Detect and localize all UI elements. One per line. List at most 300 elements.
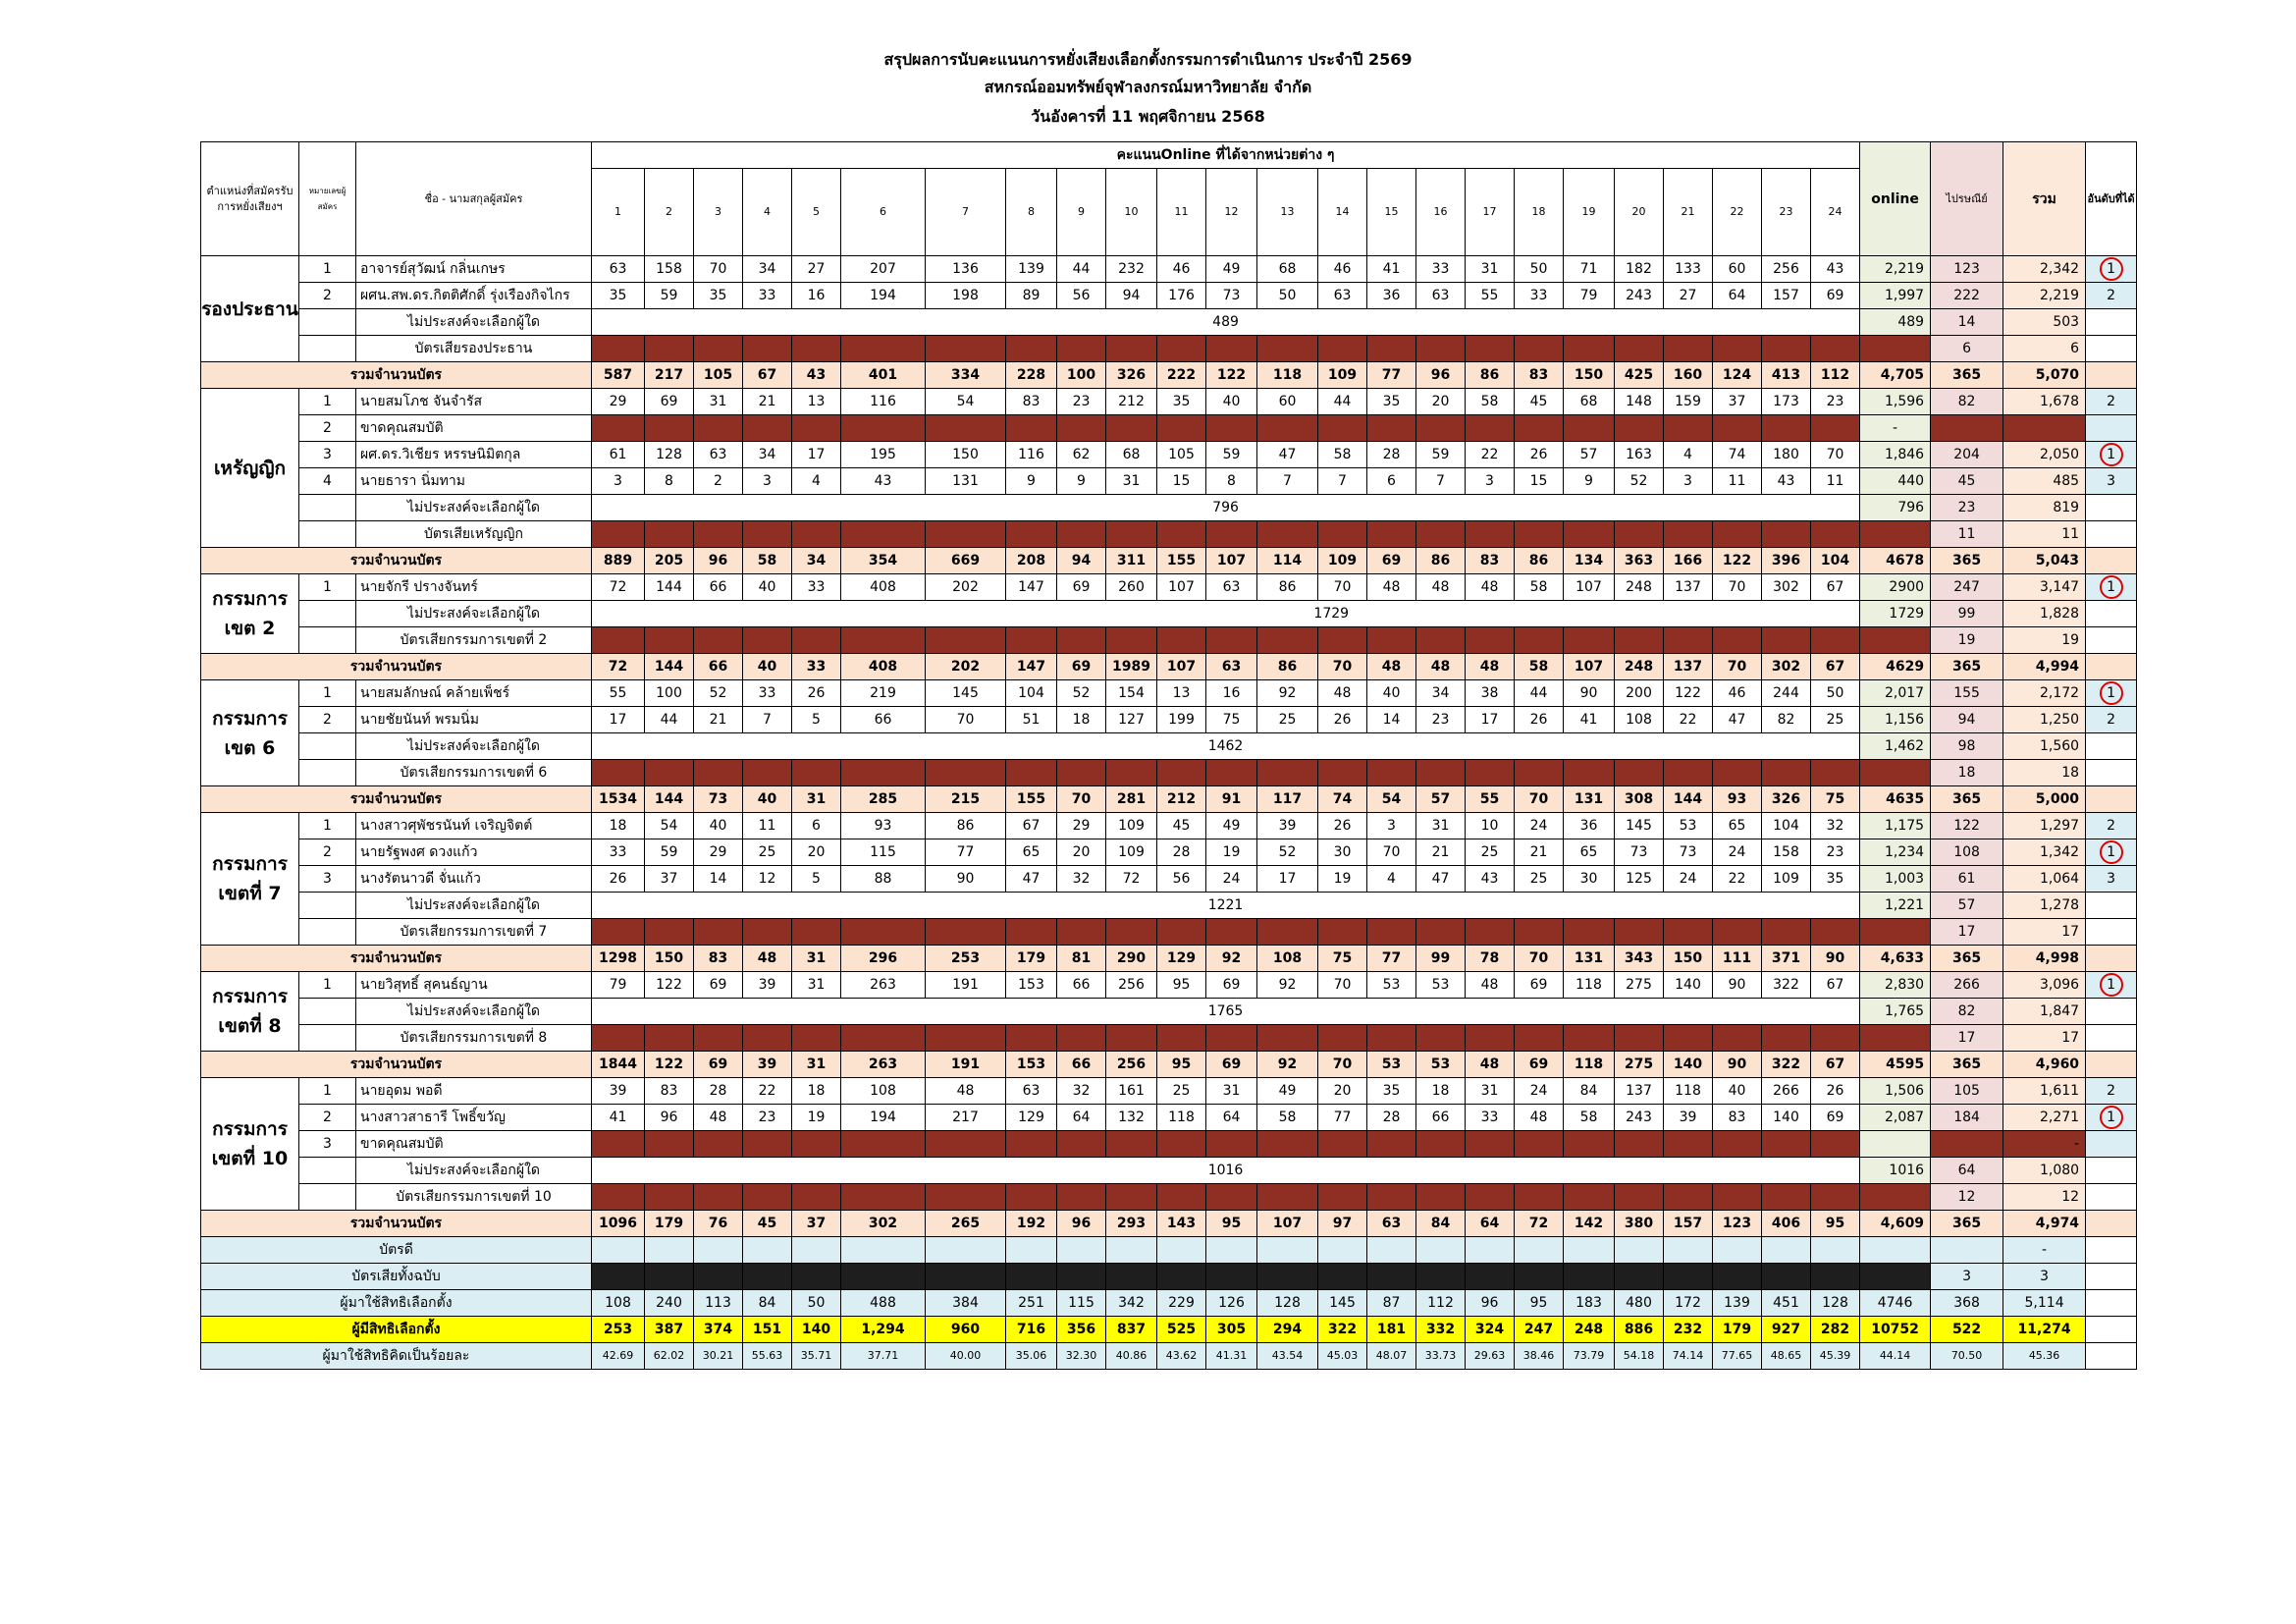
online-score: 1,234: [1860, 839, 1931, 866]
blank-cell: [1466, 1237, 1515, 1264]
unit-score: 115: [841, 839, 926, 866]
brown-cell: [1811, 415, 1860, 442]
sum-unit: 86: [1466, 362, 1515, 389]
unit-score: 39: [1257, 813, 1318, 839]
sum-unit: 72: [592, 654, 645, 680]
brown-cell: [1257, 336, 1318, 362]
sum-rank: [2086, 362, 2137, 389]
unit-score: 37: [1713, 389, 1762, 415]
sum-unit: 144: [645, 654, 694, 680]
brown-cell: [1206, 1184, 1257, 1211]
cand-row: [201, 707, 2137, 733]
candidate-name: ผศ.ดร.วิเชียร หรรษนิมิตกุล: [356, 442, 592, 468]
candidate-name: ผศน.สพ.ดร.กิตติศักดิ์ รุ่งเรืองกิจไกร: [356, 283, 592, 309]
brown-cell: [1564, 336, 1615, 362]
eligible-unit: 1,294: [841, 1317, 926, 1343]
sum-unit: 202: [926, 654, 1006, 680]
blank-cell: [299, 1184, 356, 1211]
sum-unit: 142: [1564, 1211, 1615, 1237]
percent-total: 45.36: [2003, 1343, 2086, 1370]
blank-cell: [2086, 1290, 2137, 1317]
sum-unit: 54: [1367, 786, 1416, 813]
header-unit: 22: [1713, 169, 1762, 256]
blank-cell: [299, 495, 356, 521]
brown-cell: [926, 627, 1006, 654]
unit-score: 58: [1466, 389, 1515, 415]
unit-score: 70: [1713, 574, 1762, 601]
unit-score: 70: [1318, 972, 1367, 999]
header-unit: 10: [1106, 169, 1157, 256]
sum-unit: 155: [1157, 548, 1206, 574]
candidate-number: 1: [299, 256, 356, 283]
brown-cell: [1860, 1025, 1931, 1052]
sum-total: 5,000: [2003, 786, 2086, 813]
sum-unit: 150: [1664, 946, 1713, 972]
blank-cell: [1615, 1237, 1664, 1264]
sum-unit: 275: [1615, 1052, 1664, 1078]
brown-cell: [1157, 336, 1206, 362]
sum-unit: 222: [1157, 362, 1206, 389]
sum-unit: 1844: [592, 1052, 645, 1078]
unit-score: 35: [694, 283, 743, 309]
unit-score: 23: [1057, 389, 1106, 415]
unit-score: 31: [694, 389, 743, 415]
post-score: 94: [1931, 707, 2003, 733]
blank-cell: [1257, 1237, 1318, 1264]
sum-rank: [2086, 786, 2137, 813]
unit-score: 100: [645, 680, 694, 707]
unit-score: 28: [694, 1078, 743, 1105]
header-unit: 7: [926, 169, 1006, 256]
sum-unit: 53: [1416, 1052, 1466, 1078]
report-title: สรุปผลการนับคะแนนการหยั่งเสียงเลือกตั้งกรรมการดำเนินการ ประจำปี 2569: [883, 50, 1413, 69]
unit-score: 263: [841, 972, 926, 999]
unit-score: 64: [1713, 283, 1762, 309]
rank: 1: [2086, 839, 2137, 866]
voters-unit: 50: [792, 1290, 841, 1317]
unit-score: 25: [743, 839, 792, 866]
sum-unit: 150: [1564, 362, 1615, 389]
results-table: [200, 141, 2137, 1370]
candidate-number: 3: [299, 866, 356, 893]
percent-unit: 45.39: [1811, 1343, 1860, 1370]
brown-cell: [743, 521, 792, 548]
sum-unit: 34: [792, 548, 841, 574]
unit-score: 56: [1157, 866, 1206, 893]
sum-unit: 86: [1416, 548, 1466, 574]
brown-cell: [1416, 1184, 1466, 1211]
brown-cell: [1615, 1184, 1664, 1211]
unit-score: 52: [694, 680, 743, 707]
blank-cell: [926, 1237, 1006, 1264]
brown-cell: [841, 627, 926, 654]
unit-score: 26: [592, 866, 645, 893]
unit-score: 7: [1318, 468, 1367, 495]
header-unit: 23: [1762, 169, 1811, 256]
sum-rank: [2086, 548, 2137, 574]
header-number: หมายเลขผู้สมัคร: [299, 142, 356, 256]
sum-unit: 117: [1257, 786, 1318, 813]
online-score: 2,830: [1860, 972, 1931, 999]
sum-unit: 77: [1367, 362, 1416, 389]
blank-cell: [2086, 1343, 2137, 1370]
blank-cell: [1106, 1237, 1157, 1264]
void-all-label: บัตรเสียทั้งฉบับ: [201, 1264, 592, 1290]
unit-score: 50: [1811, 680, 1860, 707]
blank-cell: [299, 919, 356, 946]
blank-cell: [299, 601, 356, 627]
unit-score: 118: [1157, 1105, 1206, 1131]
sum-unit: 281: [1106, 786, 1157, 813]
brown-cell: [1664, 760, 1713, 786]
candidate-number: 1: [299, 389, 356, 415]
unit-score: 94: [1106, 283, 1157, 309]
sum-unit: 1298: [592, 946, 645, 972]
unit-score: 3: [592, 468, 645, 495]
unit-score: 248: [1615, 574, 1664, 601]
unit-score: 90: [926, 866, 1006, 893]
unit-score: 39: [743, 972, 792, 999]
sum-unit: 72: [1515, 1211, 1564, 1237]
brown-cell: [792, 760, 841, 786]
unit-score: 31: [1206, 1078, 1257, 1105]
sum-unit: 70: [1318, 654, 1367, 680]
sum-unit: 311: [1106, 548, 1157, 574]
unit-score: 17: [792, 442, 841, 468]
total-score: 485: [2003, 468, 2086, 495]
unit-score: 63: [694, 442, 743, 468]
brown-cell: [841, 336, 926, 362]
rank-blank: [2086, 601, 2137, 627]
unit-score: 22: [743, 1078, 792, 1105]
black-cell: [1106, 1264, 1157, 1290]
unit-score: 202: [926, 574, 1006, 601]
voters-unit: 128: [1811, 1290, 1860, 1317]
unit-score: 33: [743, 283, 792, 309]
unit-score: 161: [1106, 1078, 1157, 1105]
sum-unit: 95: [1811, 1211, 1860, 1237]
brown-cell: [1157, 1131, 1206, 1158]
brown-cell: [694, 1131, 743, 1158]
sum-unit: 107: [1564, 654, 1615, 680]
sum-label: รวมจำนวนบัตร: [201, 362, 592, 389]
cand-row: [201, 866, 2137, 893]
candidate-name: นายธารา นิ่มทาม: [356, 468, 592, 495]
blank-cell: [1157, 1237, 1206, 1264]
sum-unit: 1096: [592, 1211, 645, 1237]
candidate-name: นายรัฐพงศ ดวงแก้ว: [356, 839, 592, 866]
unit-score: 96: [645, 1105, 694, 1131]
unit-score: 44: [645, 707, 694, 733]
brown-cell: [1713, 919, 1762, 946]
brown-cell: [1006, 415, 1057, 442]
unit-score: 79: [592, 972, 645, 999]
percent-unit: 62.02: [645, 1343, 694, 1370]
unit-score: 33: [1515, 283, 1564, 309]
candidate-number: 2: [299, 839, 356, 866]
header-total: รวม: [2003, 142, 2086, 256]
unit-score: 125: [1615, 866, 1664, 893]
unit-score: 19: [1206, 839, 1257, 866]
post-score: 57: [1931, 893, 2003, 919]
unit-score: 34: [1416, 680, 1466, 707]
brown-cell: [1367, 1131, 1416, 1158]
voters-unit: 251: [1006, 1290, 1057, 1317]
void-row: [201, 336, 2137, 362]
sum-unit: 73: [694, 786, 743, 813]
brown-cell: [743, 760, 792, 786]
sum-unit: 296: [841, 946, 926, 972]
brown-cell: [1416, 521, 1466, 548]
unit-score: 70: [694, 256, 743, 283]
brown-cell: [792, 521, 841, 548]
voters-online: 4746: [1860, 1290, 1931, 1317]
eligible-unit: 151: [743, 1317, 792, 1343]
brown-cell: [1367, 1025, 1416, 1052]
sum-unit: 37: [792, 1211, 841, 1237]
rank-blank: [2086, 893, 2137, 919]
disqualified-label: ขาดคุณสมบัติ: [356, 1131, 592, 1158]
brown-cell: [1615, 760, 1664, 786]
total-score: 17: [2003, 919, 2086, 946]
unit-score: 21: [743, 389, 792, 415]
brown-cell: [1106, 1131, 1157, 1158]
brown-cell: [743, 336, 792, 362]
black-cell: [1057, 1264, 1106, 1290]
sum-unit: 109: [1318, 548, 1367, 574]
sum-unit: 212: [1157, 786, 1206, 813]
brown-cell: [592, 415, 645, 442]
header-unit: 8: [1006, 169, 1057, 256]
sum-unit: 55: [1466, 786, 1515, 813]
blank-cell: [2086, 1237, 2137, 1264]
brown-cell: [1811, 521, 1860, 548]
voters-unit: 128: [1257, 1290, 1318, 1317]
unit-score: 109: [1106, 839, 1157, 866]
brown-cell: [1367, 760, 1416, 786]
blank-cell: [1206, 1237, 1257, 1264]
unit-score: 18: [1057, 707, 1106, 733]
abstain-merged: 1729: [592, 601, 1860, 627]
percent-unit: 29.63: [1466, 1343, 1515, 1370]
blank-cell: [592, 1237, 645, 1264]
unit-score: 194: [841, 283, 926, 309]
unit-score: 5: [792, 866, 841, 893]
unit-score: 158: [645, 256, 694, 283]
voters-unit: 108: [592, 1290, 645, 1317]
sum-unit: 191: [926, 1052, 1006, 1078]
unit-score: 31: [1106, 468, 1157, 495]
eligible-unit: 387: [645, 1317, 694, 1343]
header-unit: 6: [841, 169, 926, 256]
brown-cell: [1006, 1025, 1057, 1052]
unit-score: 11: [1811, 468, 1860, 495]
unit-score: 30: [1318, 839, 1367, 866]
online-score: 1,506: [1860, 1078, 1931, 1105]
sum-unit: 64: [1466, 1211, 1515, 1237]
sum-row: [201, 1211, 2137, 1237]
sum-unit: 69: [1206, 1052, 1257, 1078]
post-score: 18: [1931, 760, 2003, 786]
abstain-label: ไม่ประสงค์จะเลือกผู้ใด: [356, 999, 592, 1025]
brown-cell: [1615, 627, 1664, 654]
brown-cell: [1860, 760, 1931, 786]
sum-unit: 95: [1157, 1052, 1206, 1078]
unit-score: 108: [841, 1078, 926, 1105]
brown-cell: [1466, 415, 1515, 442]
unit-score: 90: [1713, 972, 1762, 999]
void-all-total: 3: [2003, 1264, 2086, 1290]
online-score: 440: [1860, 468, 1931, 495]
blank-cell: [299, 627, 356, 654]
void-row: [201, 919, 2137, 946]
unit-score: 145: [926, 680, 1006, 707]
unit-score: 29: [592, 389, 645, 415]
post-score: 204: [1931, 442, 2003, 468]
brown-cell: [1615, 919, 1664, 946]
section-position: เหรัญญิก: [201, 389, 299, 548]
unit-score: 4: [792, 468, 841, 495]
brown-cell: [743, 415, 792, 442]
sum-unit: 31: [792, 1052, 841, 1078]
unit-score: 47: [1257, 442, 1318, 468]
brown-cell: [1664, 1184, 1713, 1211]
sum-unit: 100: [1057, 362, 1106, 389]
brown-cell: [1860, 627, 1931, 654]
unit-score: 37: [645, 866, 694, 893]
online-score: 796: [1860, 495, 1931, 521]
black-cell: [1466, 1264, 1515, 1290]
unit-score: 17: [1466, 707, 1515, 733]
unit-score: 107: [1564, 574, 1615, 601]
unit-score: 159: [1664, 389, 1713, 415]
abstain-merged: 1462: [592, 733, 1860, 760]
rank: 1: [2086, 1105, 2137, 1131]
sum-unit: 66: [1057, 1052, 1106, 1078]
sum-unit: 40: [743, 786, 792, 813]
unit-score: 39: [1664, 1105, 1713, 1131]
unit-score: 86: [1257, 574, 1318, 601]
sum-unit: 343: [1615, 946, 1664, 972]
unit-score: 84: [1564, 1078, 1615, 1105]
unit-score: 9: [1057, 468, 1106, 495]
sum-unit: 48: [743, 946, 792, 972]
brown-cell: [1006, 1184, 1057, 1211]
sum-unit: 70: [1515, 946, 1564, 972]
void-label: บัตรเสียกรรมการเขตที่ 6: [356, 760, 592, 786]
blank-cell: [299, 733, 356, 760]
rank: 1: [2086, 972, 2137, 999]
brown-cell: [1762, 919, 1811, 946]
sum-unit: 587: [592, 362, 645, 389]
sum-unit: 166: [1664, 548, 1713, 574]
brown-cell: [1416, 1131, 1466, 1158]
unit-score: 70: [1318, 574, 1367, 601]
unit-score: 232: [1106, 256, 1157, 283]
blank-cell: [743, 1237, 792, 1264]
unit-score: 66: [1057, 972, 1106, 999]
percent-unit: 43.62: [1157, 1343, 1206, 1370]
unit-score: 89: [1006, 283, 1057, 309]
disq-row: [201, 1131, 2137, 1158]
unit-score: 118: [1664, 1078, 1713, 1105]
brown-cell: [1811, 336, 1860, 362]
unit-score: 36: [1367, 283, 1416, 309]
rank: 2: [2086, 283, 2137, 309]
brown-cell: [1416, 627, 1466, 654]
brown-cell: [1515, 521, 1564, 548]
sum-unit: 67: [1811, 1052, 1860, 1078]
unit-score: 40: [694, 813, 743, 839]
unit-score: 180: [1762, 442, 1811, 468]
unit-score: 59: [1206, 442, 1257, 468]
unit-score: 122: [1664, 680, 1713, 707]
voters-unit: 172: [1664, 1290, 1713, 1317]
voters-unit: 145: [1318, 1290, 1367, 1317]
percent-unit: 37.71: [841, 1343, 926, 1370]
void-label: บัตรเสียรองประธาน: [356, 336, 592, 362]
brown-cell: [1257, 1184, 1318, 1211]
brown-cell: [1762, 627, 1811, 654]
section-position: กรรมการ เขต 6: [201, 680, 299, 786]
unit-score: 194: [841, 1105, 926, 1131]
brown-cell: [1367, 336, 1416, 362]
brown-cell: [1466, 919, 1515, 946]
header-unit: 3: [694, 169, 743, 256]
total-score: 1,847: [2003, 999, 2086, 1025]
online-score: 1,156: [1860, 707, 1931, 733]
sum-unit: 48: [1367, 654, 1416, 680]
unit-score: 244: [1762, 680, 1811, 707]
abst-row: [201, 893, 2137, 919]
post-score: 123: [1931, 256, 2003, 283]
total-score: 1,278: [2003, 893, 2086, 919]
rank-blank: [2086, 495, 2137, 521]
unit-score: 58: [1257, 1105, 1318, 1131]
unit-score: 53: [1416, 972, 1466, 999]
unit-score: 47: [1416, 866, 1466, 893]
sum-unit: 69: [1515, 1052, 1564, 1078]
sum-unit: 1534: [592, 786, 645, 813]
brown-cell: [926, 521, 1006, 548]
brown-cell: [841, 521, 926, 548]
unit-score: 322: [1762, 972, 1811, 999]
post-score: 6: [1931, 336, 2003, 362]
brown-cell: [1057, 760, 1106, 786]
sum-unit: 74: [1318, 786, 1367, 813]
unit-score: 25: [1515, 866, 1564, 893]
abst-row: [201, 495, 2137, 521]
unit-score: 207: [841, 256, 926, 283]
brown-cell: [1713, 1184, 1762, 1211]
brown-cell: [1106, 919, 1157, 946]
eligible-label: ผู้มีสิทธิเลือกตั้ง: [201, 1317, 592, 1343]
abst-row: [201, 733, 2137, 760]
sum-unit: 140: [1664, 1052, 1713, 1078]
rank-blank: [2086, 521, 2137, 548]
unit-score: 31: [1466, 1078, 1515, 1105]
sum-unit: 48: [1416, 654, 1466, 680]
sum-rank: [2086, 1211, 2137, 1237]
unit-score: 16: [1206, 680, 1257, 707]
voters-unit: 115: [1057, 1290, 1106, 1317]
brown-cell: [1762, 336, 1811, 362]
brown-cell: [1615, 521, 1664, 548]
header-online-units: คะแนนOnline ที่ได้จากหน่วยต่าง ๆ: [592, 142, 1860, 169]
unit-score: 6: [1367, 468, 1416, 495]
unit-score: 48: [694, 1105, 743, 1131]
brown-cell: [1811, 919, 1860, 946]
